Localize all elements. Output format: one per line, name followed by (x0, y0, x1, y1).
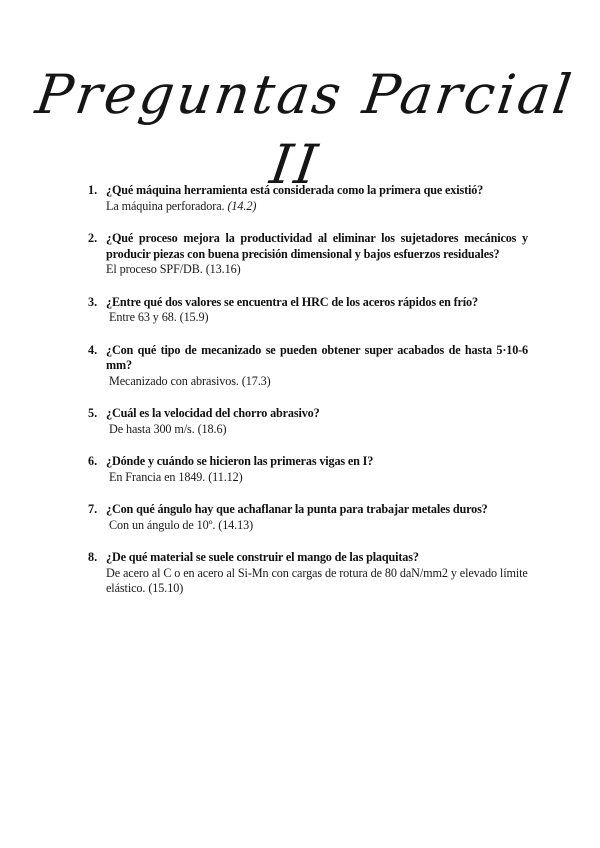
answer-reference: (14.13) (218, 517, 254, 532)
list-item (88, 502, 528, 533)
question-text: ¿Qué proceso mejora la productividad al eliminar los sujetadores mecánicos y producir piezas con buena precisión dimensional y bajos esfuerzos residuales? (106, 231, 528, 261)
answer-body: De acero al C o en acero al Si-Mn con cargas de rotura de 80 daN/mm2 y elevado límite elástico. (106, 565, 528, 595)
answer-body: De hasta 300 m/s. (109, 421, 195, 436)
answer-text (106, 422, 528, 438)
question-number: 3. (88, 294, 98, 309)
question-number: 2. (88, 231, 98, 245)
question-text: ¿De qué material se suele construir el mango de las plaquitas? (106, 550, 419, 564)
answer-text (106, 199, 528, 215)
answer-text (106, 374, 528, 390)
answer-reference: (15.9) (179, 310, 209, 324)
question-text: ¿Con qué tipo de mecanizado se pueden obtener super acabados de hasta 5·10-6 mm? (106, 342, 528, 372)
answer-reference: (13.16) (205, 262, 241, 276)
question-number: 8. (88, 550, 98, 564)
answer-body: Mecanizado con abrasivos. (109, 373, 239, 388)
question-number: 7. (88, 502, 98, 516)
list-item (88, 454, 528, 485)
question-text: ¿Cuál es la velocidad del chorro abrasivo? (106, 406, 320, 420)
page-title: Preguntas Parcial II (32, 63, 578, 196)
question-list (88, 183, 528, 614)
question-number: 4. (88, 342, 98, 357)
answer-text (106, 518, 528, 534)
answer-text (106, 566, 528, 597)
answer-text (106, 470, 528, 486)
answer-reference: (18.6) (197, 421, 227, 436)
answer-reference: (11.12) (208, 469, 243, 484)
question-number: 1. (88, 183, 98, 197)
answer-reference: (17.3) (241, 373, 271, 388)
answer-reference: (14.2) (227, 198, 257, 213)
answer-body: Con un ángulo de 10º. (109, 517, 216, 532)
answer-body: El proceso SPF/DB. (106, 262, 203, 276)
list-item (88, 550, 528, 597)
question-text: ¿Entre qué dos valores se encuentra el HRC de los aceros rápidos en frío? (106, 294, 478, 309)
list-item (88, 406, 528, 437)
question-text: ¿Con qué ángulo hay que achaflanar la punta para trabajar metales duros? (106, 502, 488, 516)
answer-text (106, 262, 528, 278)
answer-body: La máquina perforadora. (106, 198, 225, 213)
question-text: ¿Dónde y cuándo se hicieron las primeras vigas en I? (106, 454, 374, 468)
answer-reference: (15.10) (148, 581, 184, 595)
question-number: 5. (88, 406, 98, 420)
answer-text (106, 310, 528, 326)
answer-body: En Francia en 1849. (109, 469, 206, 484)
list-item (88, 231, 528, 278)
question-number: 6. (88, 454, 98, 468)
list-item (88, 295, 528, 326)
list-item (88, 343, 528, 390)
question-text: ¿Qué máquina herramienta está considerada como la primera que existió? (106, 183, 484, 197)
list-item (88, 183, 528, 214)
answer-body: Entre 63 y 68. (109, 310, 177, 324)
